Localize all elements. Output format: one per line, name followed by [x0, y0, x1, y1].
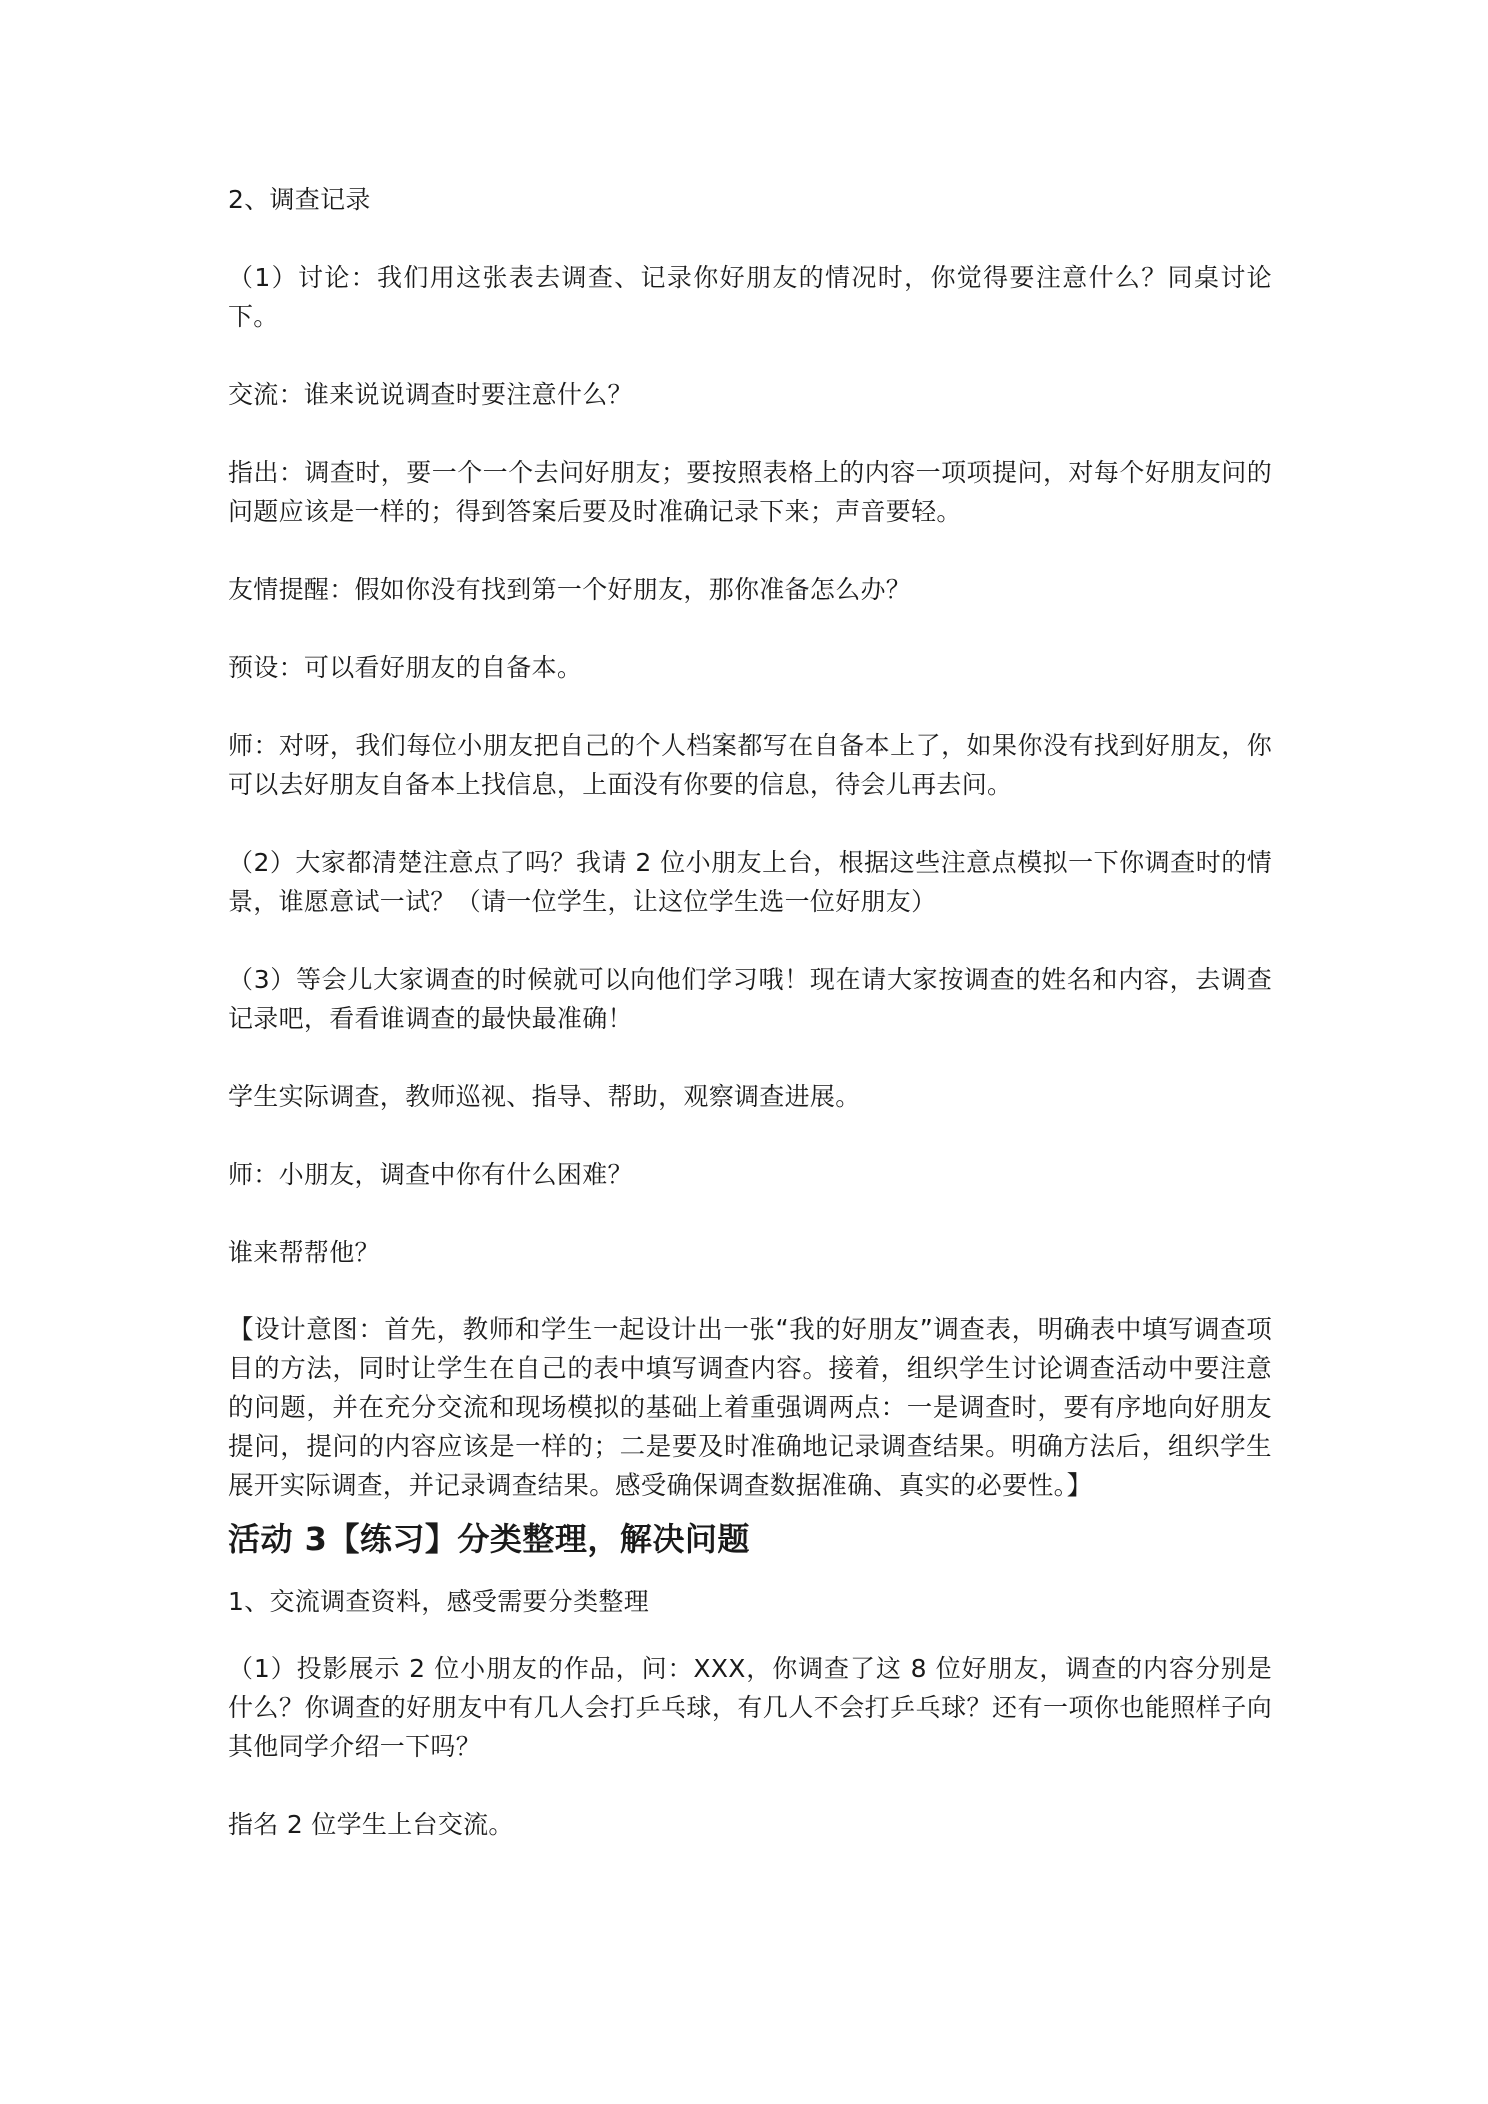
- paragraph-step-3: （3）等会儿大家调查的时候就可以向他们学习哦！现在请大家按调查的姓名和内容，去调查记录吧，看看谁调查的最快最准确！: [228, 965, 1272, 1033]
- paragraph-student-survey: 学生实际调查，教师巡视、指导、帮助，观察调查进展。: [228, 1082, 861, 1111]
- paragraph-reminder: 友情提醒：假如你没有找到第一个好朋友，那你准备怎么办？: [228, 575, 912, 604]
- paragraph-step-2: （2）大家都清楚注意点了吗？我请 2 位小朋友上台，根据这些注意点模拟一下你调查时的情景，谁愿意试一试？（请一位学生，让这位学生选一位好朋友）: [228, 848, 1272, 916]
- paragraph-point-out: 指出：调查时，要一个一个去问好朋友；要按照表格上的内容一项项提问，对每个好朋友问的问题应该是一样的；得到答案后要及时准确记录下来；声音要轻。: [228, 458, 1272, 526]
- paragraph-teacher-2: 师：小朋友，调查中你有什么困难？: [228, 1160, 633, 1189]
- paragraph-who-helps: 谁来帮帮他？: [228, 1238, 380, 1267]
- section-subheading: 2、调查记录: [228, 185, 371, 214]
- paragraph-teacher-1: 师：对呀，我们每位小朋友把自己的个人档案都写在自备本上了，如果你没有找到好朋友，你可以去好朋友自备本上找信息，上面没有你要的信息，待会儿再去问。: [228, 731, 1272, 799]
- activity-paragraph-projection: （1）投影展示 2 位小朋友的作品，问：XXX，你调查了这 8 位好朋友，调查的内容分别是什么？你调查的好朋友中有几人会打乒乓球，有几人不会打乒乓球？还有一项你也能照样子向其他同学介绍一下吗？: [228, 1654, 1272, 1761]
- activity-paragraph-named: 指名 2 位学生上台交流。: [228, 1810, 514, 1839]
- paragraph-preset: 预设：可以看好朋友的自备本。: [228, 653, 583, 682]
- document-body: [228, 180, 1272, 1883]
- paragraph-discussion: （1）讨论：我们用这张表去调查、记录你好朋友的情况时，你觉得要注意什么？同桌讨论下。: [228, 263, 1272, 331]
- activity-subheading: 1、交流调查资料，感受需要分类整理: [228, 1587, 650, 1616]
- activity-heading: 活动 3【练习】分类整理，解决问题: [228, 1520, 750, 1558]
- design-intent-note: 【设计意图：首先，教师和学生一起设计出一张“我的好朋友”调查表，明确表中填写调查项目的方法，同时让学生在自己的表中填写调查内容。接着，组织学生讨论调查活动中要注意的问题，并在充分交流和现场模拟的基础上着重强调两点：一是调查时，要有序地向好朋友提问，提问的内容应该是一样的；二是要及时准确地记录调查结果。明确方法后，组织学生展开实际调查，并记录调查结果。感受确保调查数据准确、真实的必要性。】: [228, 1315, 1272, 1501]
- paragraph-exchange: 交流：谁来说说调查时要注意什么？: [228, 380, 633, 409]
